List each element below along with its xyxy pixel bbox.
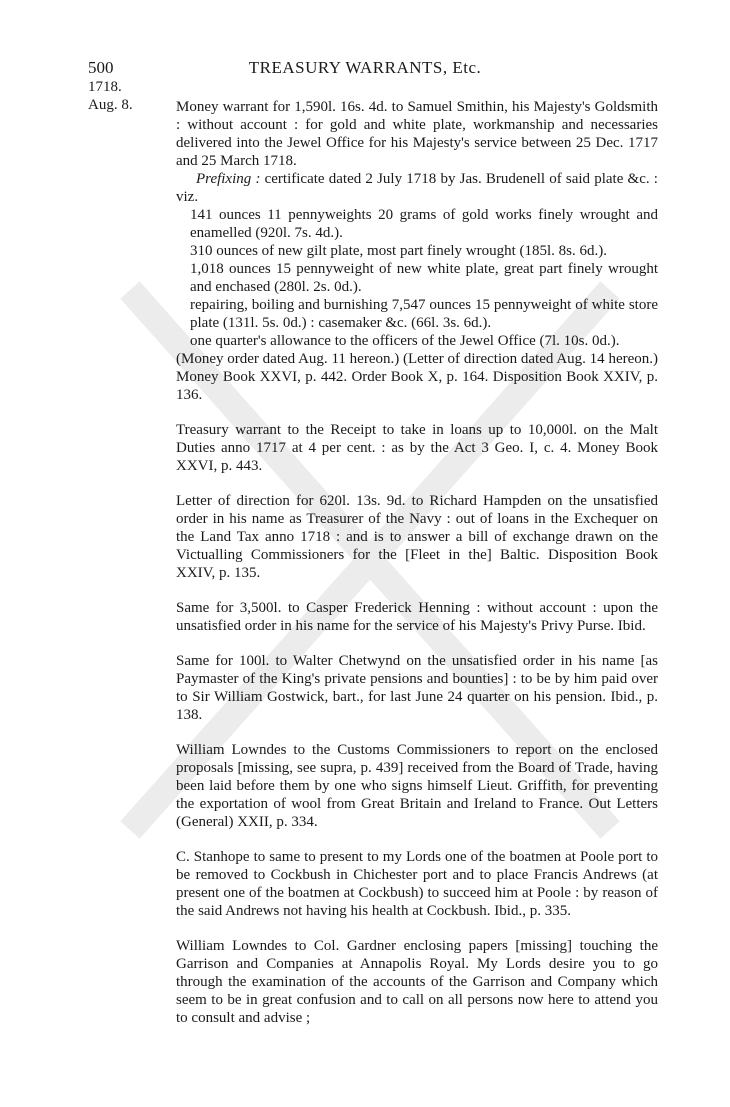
entry-same-chetwynd xyxy=(176,652,658,724)
list-item: 310 ounces of new gilt plate, most part finely wrought (185l. 8s. 6d.). xyxy=(190,243,608,259)
prefix-paragraph xyxy=(176,170,658,206)
list-item: 1,018 ounces 15 pennyweight of new white plate, great part finely wrought and enchased (280l. 2s. 0d.). xyxy=(190,261,658,295)
entry-text: Same for 3,500l. to Casper Frederick Henning : without account : upon the unsatisfied order in his name for the service of his Majesty's Privy Purse. Ibid. xyxy=(176,600,658,634)
entry-closing: (Money order dated Aug. 11 hereon.) (Letter of direction dated Aug. 14 hereon.) Money Book XXVI, p. 442. Order Book X, p. 164. Disposition Book XXIV, p. 136. xyxy=(176,351,658,403)
entry-text: Same for 100l. to Walter Chetwynd on the unsatisfied order in his name [as Paymaster of the King's private pensions and bounties] : to be by him paid over to Sir William Gostwick, bart., for last June 24 quarter on his pension. Ibid., p. 138. xyxy=(176,653,658,723)
margin-date: Aug. 8. xyxy=(88,97,133,113)
entry-text: Money warrant for 1,590l. 16s. 4d. to Samuel Smithin, his Majesty's Goldsmith : without account : for gold and white plate, workmanship and necessaries delivered into the Jewel Office for his Majesty's service between 25 Dec. 1717 and 25 March 1718. xyxy=(176,99,658,169)
entry-lowndes-gardner xyxy=(176,937,658,1027)
list-item: 141 ounces 11 pennyweights 20 grams of gold works finely wrought and enamelled (920l. 7s. 4d.). xyxy=(190,207,658,241)
entry-money-warrant xyxy=(176,98,658,404)
entry-text: Treasury warrant to the Receipt to take in loans up to 10,000l. on the Malt Duties anno 1717 at 4 per cent. : as by the Act 3 Geo. I, c. 4. Money Book XXVI, p. 443. xyxy=(176,422,658,474)
document-body xyxy=(176,98,658,1044)
list-item: one quarter's allowance to the officers of the Jewel Office (7l. 10s. 0d.). xyxy=(190,333,620,349)
entry-text: Letter of direction for 620l. 13s. 9d. to Richard Hampden on the unsatisfied order in his name as Treasurer of the Navy : out of loans in the Exchequer on the Land Tax anno 1718 : and is to answer a bill of exchange drawn on the Victualling Commissioners for the [Fleet in the] Baltic. Disposition Book XXIV, p. 135. xyxy=(176,493,658,581)
entry-treasury-warrant xyxy=(176,421,658,475)
list-item: repairing, boiling and burnishing 7,547 ounces 15 pennyweight of white store plate (131l. 5s. 0d.) : casemaker &c. (66l. 3s. 6d.). xyxy=(190,297,658,331)
page-header: TREASURY WARRANTS, Etc. xyxy=(248,58,482,77)
page-number: 500 xyxy=(88,58,114,77)
entry-text: William Lowndes to the Customs Commissioners to report on the enclosed proposals [missing, see supra, p. 439] received from the Board of Trade, having been laid before them by one who signs himself Lieut. Griffith, for preventing the exportation of wool from Great Britain and Ireland to France. Out Letters (General) XXII, p. 334. xyxy=(176,742,658,830)
entry-text: William Lowndes to Col. Gardner enclosing papers [missing] touching the Garrison and Companies at Annapolis Royal. My Lords desire you to go through the examination of the accounts of the Garrison and Company which seem to be in great confusion and to call on all persons now here to attend you to consult and advise ; xyxy=(176,938,658,1026)
prefix-label: Prefixing : xyxy=(196,171,261,187)
entry-same-henning xyxy=(176,599,658,635)
prefix-text: certificate dated 2 July 1718 by Jas. Brudenell of said plate &c. : viz. xyxy=(176,171,658,205)
entry-text: C. Stanhope to same to present to my Lords one of the boatmen at Poole port to be removed to Cockbush in Chichester port and to place Francis Andrews (at present one of the boatmen at Cockbush) to succeed him at Poole : by reason of the said Andrews not having his health at Cockbush. Ibid., p. 335. xyxy=(176,849,658,919)
entry-lowndes-customs xyxy=(176,741,658,831)
entry-stanhope xyxy=(176,848,658,920)
entry-letter-of-direction xyxy=(176,492,658,582)
margin-year: 1718. xyxy=(88,79,122,95)
